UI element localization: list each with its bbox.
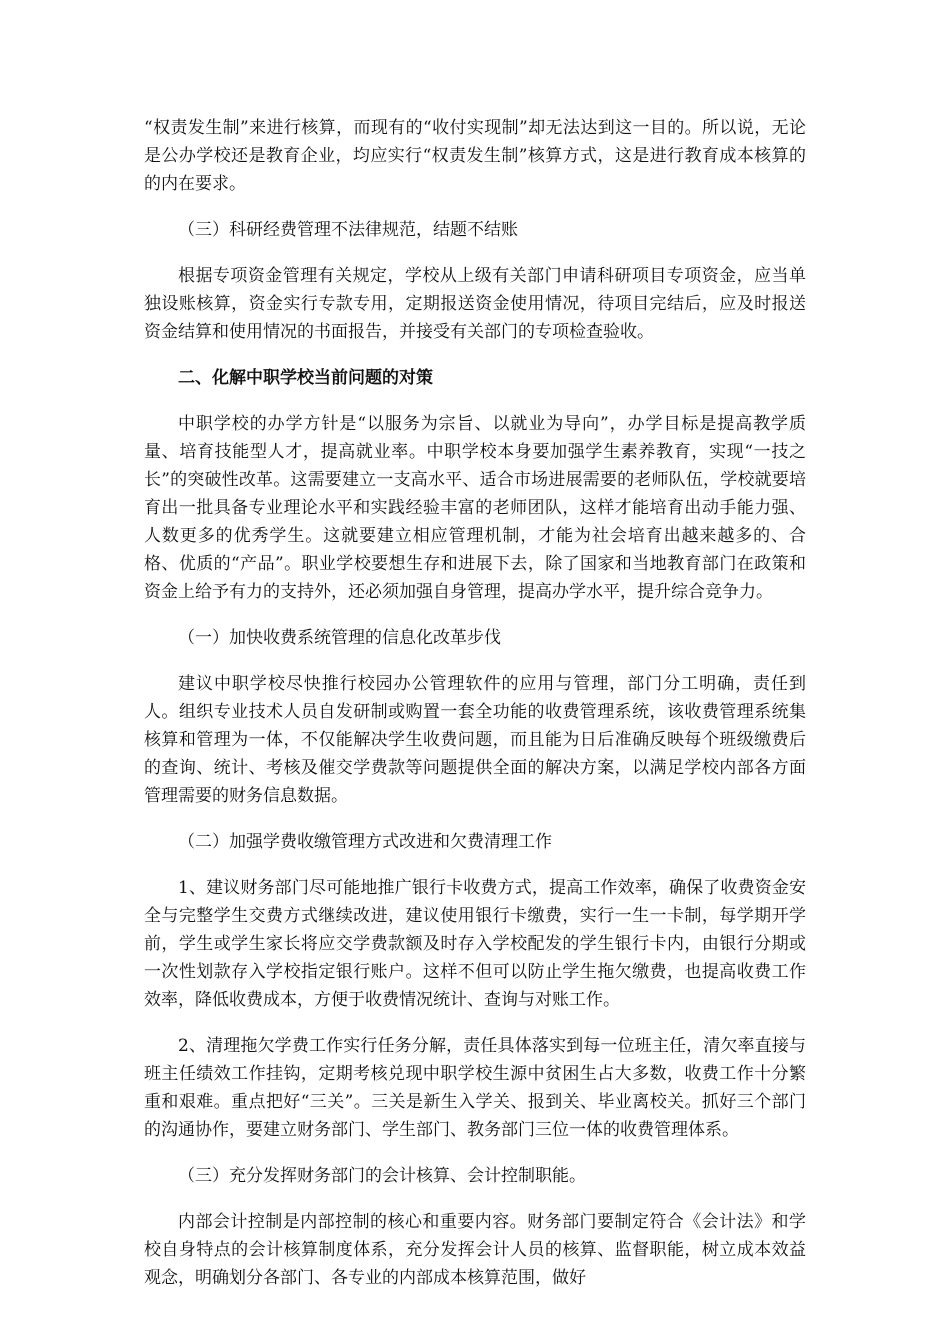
document-page (144, 114, 806, 1310)
subheading-fee-collection: （二）加强学费收缴管理方式改进和欠费清理工作 (178, 832, 552, 852)
paragraph-continuation: “权责发生制”来进行核算，而现有的“收付实现制”却无法达到这一目的。所以说，无论是公办学校还是教育企业，均应实行“权责发生制”核算方式，这是进行教育成本核算的的内在要求。 (144, 118, 806, 194)
subheading-fee-system: （一）加快收费系统管理的信息化改革步伐 (178, 628, 501, 648)
paragraph-fee-system: 建议中职学校尽快推行校园办公管理软件的应用与管理，部门分工明确，责任到人。组织专业技术人员自发研制或购置一套全功能的收费管理系统，该收费管理系统集核算和管理为一体，不仅能解决学生收费问题，而且能为日后准确反映每个班级缴费后的查询、统计、考核及催交学费款等问题提供全面的解决方案，以满足学校内部各方面管理需要的财务信息数据。 (144, 674, 806, 806)
subheading-research-funds: （三）科研经费管理不法律规范，结题不结账 (178, 220, 518, 240)
subheading-accounting-control: （三）充分发挥财务部门的会计核算、会计控制职能。 (178, 1166, 586, 1186)
paragraph-arrears: 2、清理拖欠学费工作实行任务分解，责任具体落实到每一位班主任，清欠率直接与班主任绩效工作挂钩，定期考核兑现中职学校生源中贫困生占大多数，收费工作十分繁重和艰难。重点把好“三关”。三关是新生入学关、报到关、毕业离校关。抓好三个部门的沟通协作，要建立财务部门、学生部门、教务部门三位一体的收费管理体系。 (144, 1036, 806, 1140)
paragraph-school-policy: 中职学校的办学方针是“以服务为宗旨、以就业为导向”，办学目标是提高教学质量、培育技能型人才，提高就业率。中职学校本身要加强学生素养教育，实现“一技之长”的突破性改革。这需要建立一支高水平、适合市场进展需要的老师队伍，学校就要培育出一批具备专业理论水平和实践经验丰富的老师团队，这样才能培育出动手能力强、人数更多的优秀学生。这就要建立相应管理机制，才能为社会培育出越来越多的、合格、优质的“产品”。职业学校要想生存和进展下去，除了国家和当地教育部门在政策和资金上给予有力的支持外，还必须加强自身管理，提高办学水平，提升综合竞争力。 (144, 414, 806, 602)
paragraph-research-funds: 根据专项资金管理有关规定，学校从上级有关部门申请科研项目专项资金，应当单独设账核算，资金实行专款专用，定期报送资金使用情况，待项目完结后，应及时报送资金结算和使用情况的书面报告，并接受有关部门的专项检查验收。 (144, 266, 806, 342)
paragraph-bank-card: 1、建议财务部门尽可能地推广银行卡收费方式，提高工作效率，确保了收费资金安全与完整学生交费方式继续改进，建议使用银行卡缴费，实行一生一卡制，每学期开学前，学生或学生家长将应交学费款额及时存入学校配发的学生银行卡内，由银行分期或一次性划款存入学校指定银行账户。这样不但可以防止学生拖欠缴费，也提高收费工作效率，降低收费成本，方便于收费情况统计、查询与对账工作。 (144, 878, 806, 1010)
paragraph-internal-control: 内部会计控制是内部控制的核心和重要内容。财务部门要制定符合《会计法》和学校自身特点的会计核算制度体系，充分发挥会计人员的核算、监督职能，树立成本效益观念，明确划分各部门、各专业的内部成本核算范围，做好 (144, 1212, 806, 1288)
section-heading-countermeasures: 二、化解中职学校当前问题的对策 (178, 368, 433, 388)
